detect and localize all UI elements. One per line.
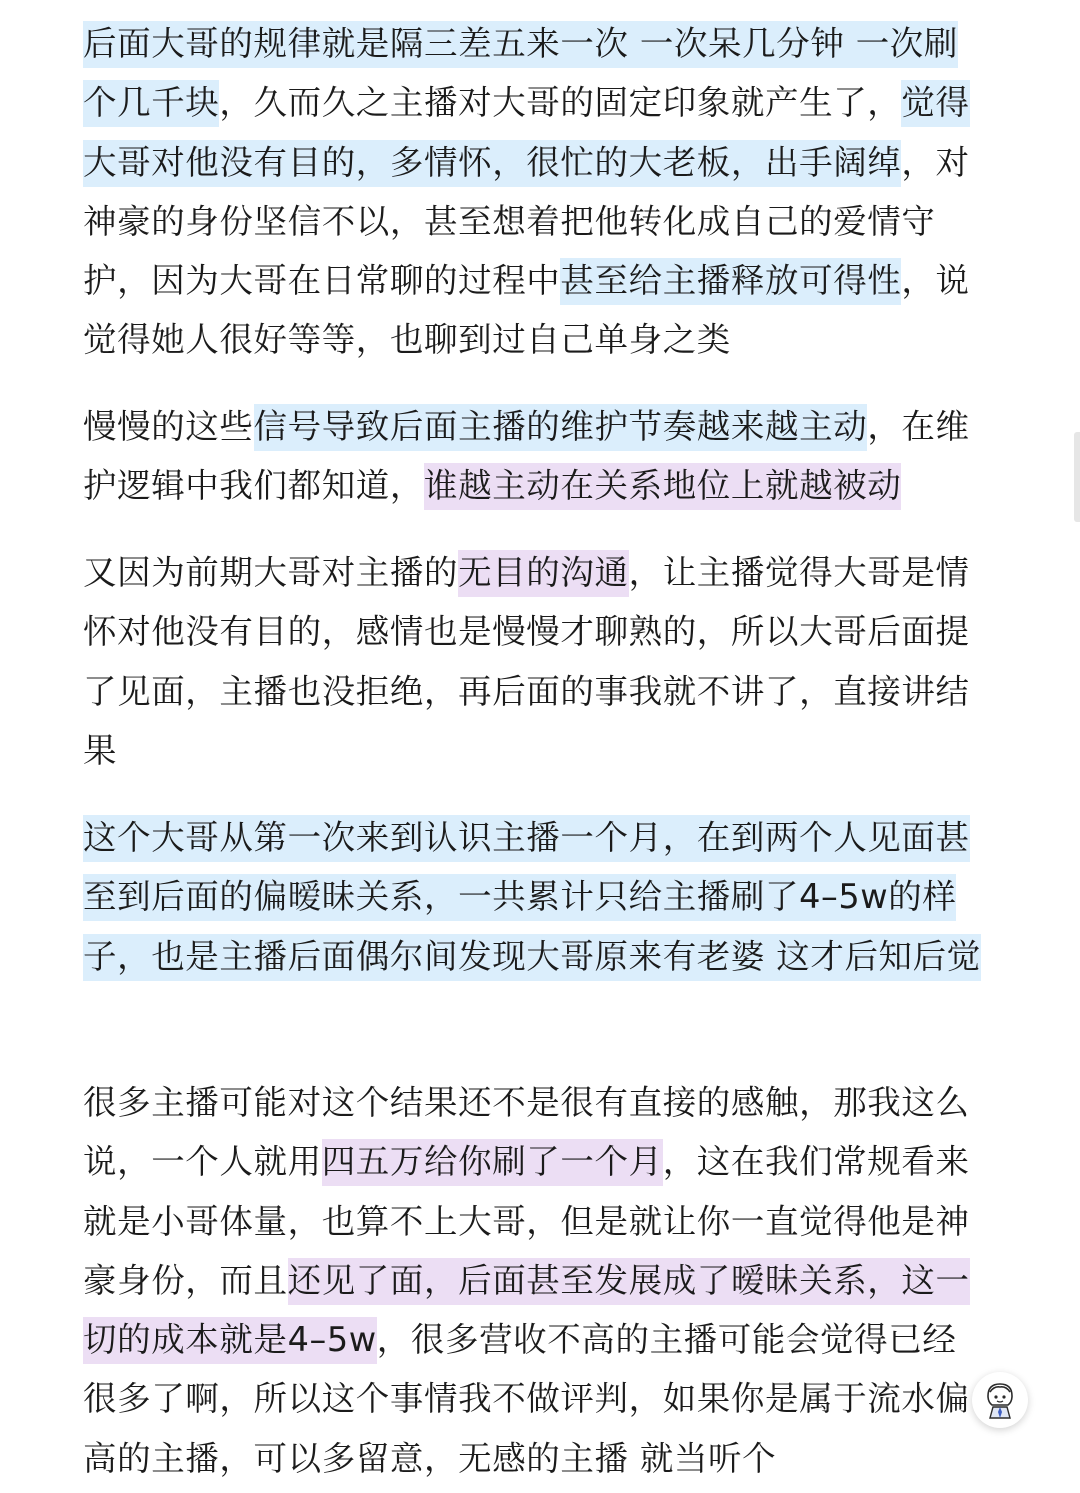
text-segment: 谁越主动在关系地位上就越被动 [424, 463, 901, 510]
text-segment: 还见了面，后面甚至发展成了暧昧关系，这一切的成本就是4–5w [83, 1258, 970, 1364]
paragraph-3 [83, 543, 988, 780]
text-segment: 这个大哥从第一次来到认识主播一个月，在到两个人见面甚至到后面的偏暧昧关系，一共累计只给主播刷了4–5w的样子，也是主播后面偶尔间发现大哥原来有老婆 这才后知后觉 [83, 815, 981, 981]
text-segment: 很多主播可能对这个结果还不是很有直接的感触，那我这么说，一个人就用 [83, 1083, 970, 1182]
paragraph-4 [83, 808, 988, 986]
paragraph-2 [83, 397, 988, 516]
text-segment: 信号导致后面主播的维护节奏越来越主动 [254, 404, 868, 451]
text-segment: ，久而久之主播对大哥的固定印象就产生了， [219, 83, 902, 123]
text-segment: ，在维护逻辑中我们都知道， [83, 407, 970, 506]
text-segment: ，说觉得她人很好等等，也聊到过自己单身之类 [83, 261, 970, 360]
text-segment: ，很多营收不高的主播可能会觉得已经很多了啊，所以这个事情我不做评判，如果你是属于流水偏高的主播，可以多留意，无感的主播 就当听个 [83, 1320, 970, 1478]
paragraph-5 [83, 1073, 988, 1488]
cartoon-avatar-icon [972, 1372, 1028, 1428]
floating-avatar-button[interactable] [972, 1372, 1028, 1428]
text-segment: 无目的沟通 [458, 550, 629, 597]
paragraph-1 [83, 14, 988, 370]
text-segment: 甚至给主播释放可得性 [560, 258, 901, 305]
text-segment: ，对神豪的身份坚信不以，甚至想着把他转化成自己的爱情守护，因为大哥在日常聊的过程中 [83, 142, 970, 301]
text-segment: ，让主播觉得大哥是情怀对他没有目的，感情也是慢慢才聊熟的，所以大哥后面提了见面，主播也没拒绝，再后面的事我就不讲了，直接讲结果 [83, 553, 970, 770]
text-segment: 觉得大哥对他没有目的，多情怀，很忙的大老板，出手阔绰 [83, 80, 970, 186]
text-segment: 慢慢的这些 [83, 407, 254, 446]
text-segment: 又因为前期大哥对主播的 [83, 553, 459, 592]
text-segment: 后面大哥的规律就是隔三差五来一次 一次呆几分钟 一次刷个几千块 [83, 21, 958, 127]
scroll-indicator[interactable] [1074, 432, 1080, 522]
text-segment: 四五万给你刷了一个月 [322, 1139, 663, 1186]
text-segment: ，这在我们常规看来就是小哥体量，也算不上大哥，但是就让你一直觉得他是神豪身份，而且 [83, 1142, 970, 1300]
